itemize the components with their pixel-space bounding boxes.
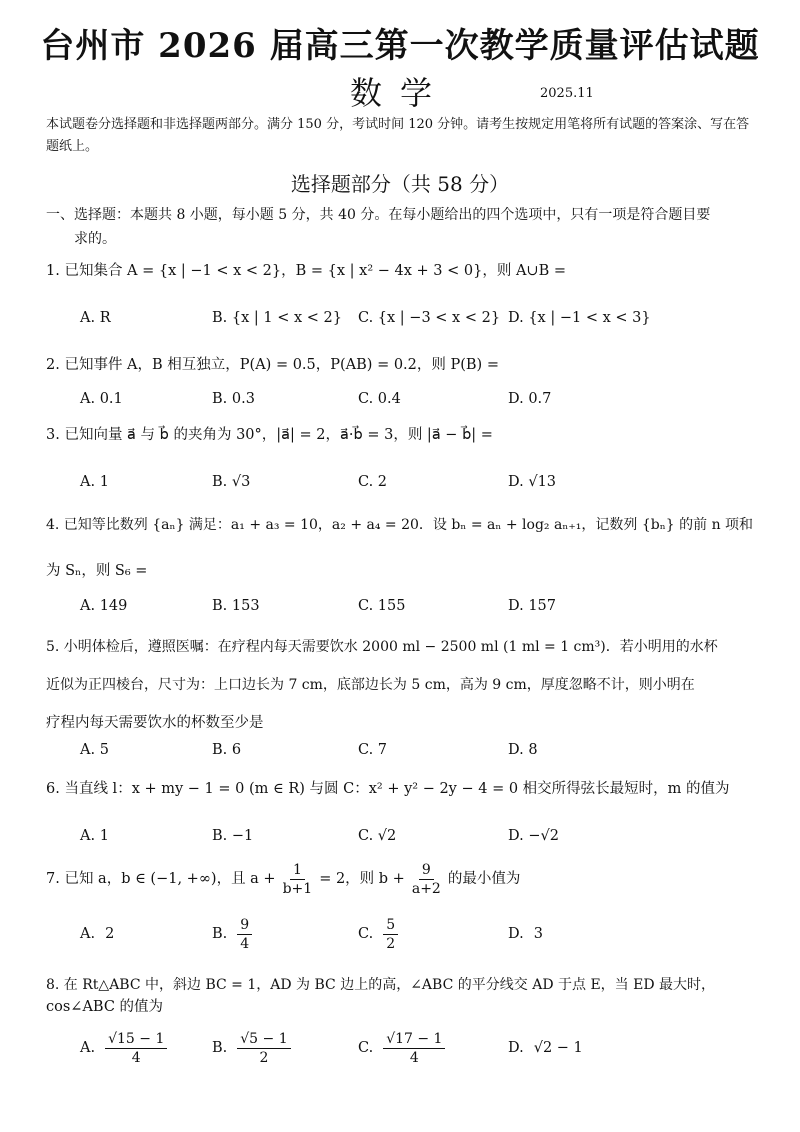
option-a: A. 5 bbox=[80, 742, 109, 758]
option-b: B. {x | 1 < x < 2} bbox=[212, 310, 342, 326]
question-options bbox=[80, 914, 770, 954]
option-value: 3 bbox=[533, 926, 543, 942]
option-c bbox=[358, 914, 398, 954]
question-2 bbox=[46, 354, 766, 407]
question-8 bbox=[46, 974, 766, 1066]
section-intro-line1: 一、选择题：本题共 8 小题，每小题 5 分，共 40 分。在每小题给出的四个选项中，只有一项是符合题目要 bbox=[46, 207, 711, 223]
fraction-denominator: 2 bbox=[386, 935, 396, 952]
option-a: A. 0.1 bbox=[80, 391, 123, 407]
fraction-denominator: a+2 bbox=[411, 880, 441, 897]
question-stem: 2. 已知事件 A，B 相互独立，P(A) = 0.5，P(AB) = 0.2，则 P(B) = bbox=[46, 357, 499, 373]
option-d bbox=[508, 1028, 583, 1068]
option-c: C. 7 bbox=[358, 742, 388, 758]
option-d: D. 8 bbox=[508, 742, 538, 758]
question-stem-line2: cos∠ABC 的值为 bbox=[46, 999, 164, 1015]
option-d: D. −√2 bbox=[508, 828, 559, 844]
option-fraction bbox=[383, 916, 398, 953]
question-stem-line1: 8. 在 Rt△ABC 中，斜边 BC = 1，AD 为 BC 边上的高，∠ABC 的平分线交 AD 于点 E，当 ED 最大时， bbox=[46, 977, 716, 993]
question-stem: 6. 当直线 l：x + my − 1 = 0 (m ∈ R) 与圆 C：x² + y² − 2y − 4 = 0 相交所得弦长最短时，m 的值为 bbox=[46, 781, 730, 797]
option-b: B. 6 bbox=[212, 742, 242, 758]
option-b: B. 0.3 bbox=[212, 391, 255, 407]
question-options bbox=[80, 586, 770, 626]
option-letter: A. bbox=[80, 926, 96, 942]
option-c: C. 0.4 bbox=[358, 391, 401, 407]
question-options bbox=[80, 462, 770, 502]
section-title: 选择题部分（共 58 分） bbox=[290, 172, 510, 196]
question-stem bbox=[46, 858, 766, 900]
option-letter: C. bbox=[358, 1040, 374, 1056]
option-fraction bbox=[237, 916, 252, 953]
fraction-denominator: 2 bbox=[259, 1049, 269, 1066]
option-a bbox=[80, 914, 114, 954]
option-fraction bbox=[237, 1030, 290, 1067]
stem-part: 的最小值为 bbox=[447, 871, 521, 887]
question-stem-line3: 疗程内每天需要饮水的杯数至少是 bbox=[46, 715, 264, 731]
option-letter: D. bbox=[508, 926, 524, 942]
option-a: A. R bbox=[80, 310, 111, 326]
stem-part: = 2，则 b + bbox=[319, 871, 405, 887]
option-a: A. 1 bbox=[80, 828, 109, 844]
fraction-denominator: 4 bbox=[240, 935, 250, 952]
option-d: D. 157 bbox=[508, 598, 557, 614]
fraction-numerator: √5 − 1 bbox=[237, 1030, 290, 1049]
option-letter: B. bbox=[212, 926, 228, 942]
option-letter: A. bbox=[80, 1040, 96, 1056]
question-options bbox=[80, 730, 770, 770]
option-a: A. 149 bbox=[80, 598, 128, 614]
question-4 bbox=[46, 514, 766, 614]
option-b: B. −1 bbox=[212, 828, 254, 844]
option-b bbox=[212, 1028, 291, 1068]
option-d: D. √13 bbox=[508, 474, 557, 490]
exam-instructions: 本试题卷分选择题和非选择题两部分。满分 150 分，考试时间 120 分钟。请考生按规定用笔将所有试题的答案涂、写在答题纸上。 bbox=[46, 117, 750, 154]
question-7 bbox=[46, 858, 766, 952]
question-options bbox=[80, 379, 770, 419]
option-c: C. {x | −3 < x < 2} bbox=[358, 310, 501, 326]
option-a: A. 1 bbox=[80, 474, 109, 490]
exam-title: 台州市 2026 届高三第一次教学质量评估试题 bbox=[40, 26, 760, 66]
question-stem-line1: 5. 小明体检后，遵照医嘱：在疗程内每天需要饮水 2000 ml − 2500 ml (1 ml = 1 cm³)．若小明用的水杯 bbox=[46, 639, 718, 655]
option-b: B. 153 bbox=[212, 598, 260, 614]
option-letter: B. bbox=[212, 1040, 228, 1056]
fraction-numerator: √15 − 1 bbox=[105, 1030, 167, 1049]
fraction-denominator: 4 bbox=[131, 1049, 141, 1066]
subject-title: 数学 bbox=[349, 74, 450, 112]
question-stem-line1: 4. 已知等比数列 {aₙ} 满足：a₁ + a₃ = 10，a₂ + a₄ = 20．设 bₙ = aₙ + log₂ aₙ₊₁，记数列 {bₙ} 的前 n 项和 bbox=[46, 517, 754, 533]
option-c: C. 155 bbox=[358, 598, 406, 614]
option-letter: D. bbox=[508, 1040, 524, 1056]
question-6 bbox=[46, 778, 766, 844]
question-options bbox=[80, 816, 770, 856]
stem-part: 7. 已知 a，b ∈ (−1, +∞)，且 a + bbox=[46, 871, 276, 887]
option-d: D. 0.7 bbox=[508, 391, 552, 407]
fraction-numerator: 9 bbox=[237, 916, 252, 935]
question-stem-line2: 为 Sₙ，则 S₆ = bbox=[46, 563, 148, 579]
question-options bbox=[80, 298, 770, 338]
option-c: C. √2 bbox=[358, 828, 397, 844]
option-d: D. {x | −1 < x < 3} bbox=[508, 310, 651, 326]
fraction-denominator: b+1 bbox=[282, 880, 313, 897]
option-b bbox=[212, 914, 252, 954]
question-3 bbox=[46, 424, 766, 490]
option-c bbox=[358, 1028, 445, 1068]
question-stem: 1. 已知集合 A = {x | −1 < x < 2}，B = {x | x² − 4x + 3 < 0}，则 A∪B = bbox=[46, 263, 566, 279]
fraction-numerator: 5 bbox=[383, 916, 398, 935]
fraction-numerator: 9 bbox=[419, 861, 434, 880]
exam-date: 2025.11 bbox=[540, 86, 594, 101]
option-fraction bbox=[105, 1030, 167, 1067]
section-intro-line2: 求的。 bbox=[74, 231, 116, 247]
option-b: B. √3 bbox=[212, 474, 251, 490]
option-value: √2 − 1 bbox=[533, 1040, 583, 1056]
fraction-numerator: 1 bbox=[290, 861, 305, 880]
question-stem: 3. 已知向量 a⃗ 与 b⃗ 的夹角为 30°，|a⃗| = 2，a⃗·b⃗ = 3，则 |a⃗ − b⃗| = bbox=[46, 427, 493, 443]
fraction-numerator: √17 − 1 bbox=[383, 1030, 445, 1049]
question-options bbox=[80, 1028, 770, 1068]
option-fraction bbox=[383, 1030, 445, 1067]
option-c: C. 2 bbox=[358, 474, 388, 490]
stem-fraction bbox=[280, 861, 316, 898]
option-a bbox=[80, 1028, 167, 1068]
question-stem-line2: 近似为正四棱台，尺寸为：上口边长为 7 cm，底部边长为 5 cm，高为 9 cm，厚度忽略不计，则小明在 bbox=[46, 677, 695, 693]
option-d bbox=[508, 914, 543, 954]
question-5 bbox=[46, 628, 766, 758]
option-value: 2 bbox=[105, 926, 115, 942]
question-1 bbox=[46, 260, 766, 326]
fraction-denominator: 4 bbox=[409, 1049, 419, 1066]
stem-fraction bbox=[409, 861, 444, 898]
section-intro bbox=[46, 203, 758, 251]
option-letter: C. bbox=[358, 926, 374, 942]
